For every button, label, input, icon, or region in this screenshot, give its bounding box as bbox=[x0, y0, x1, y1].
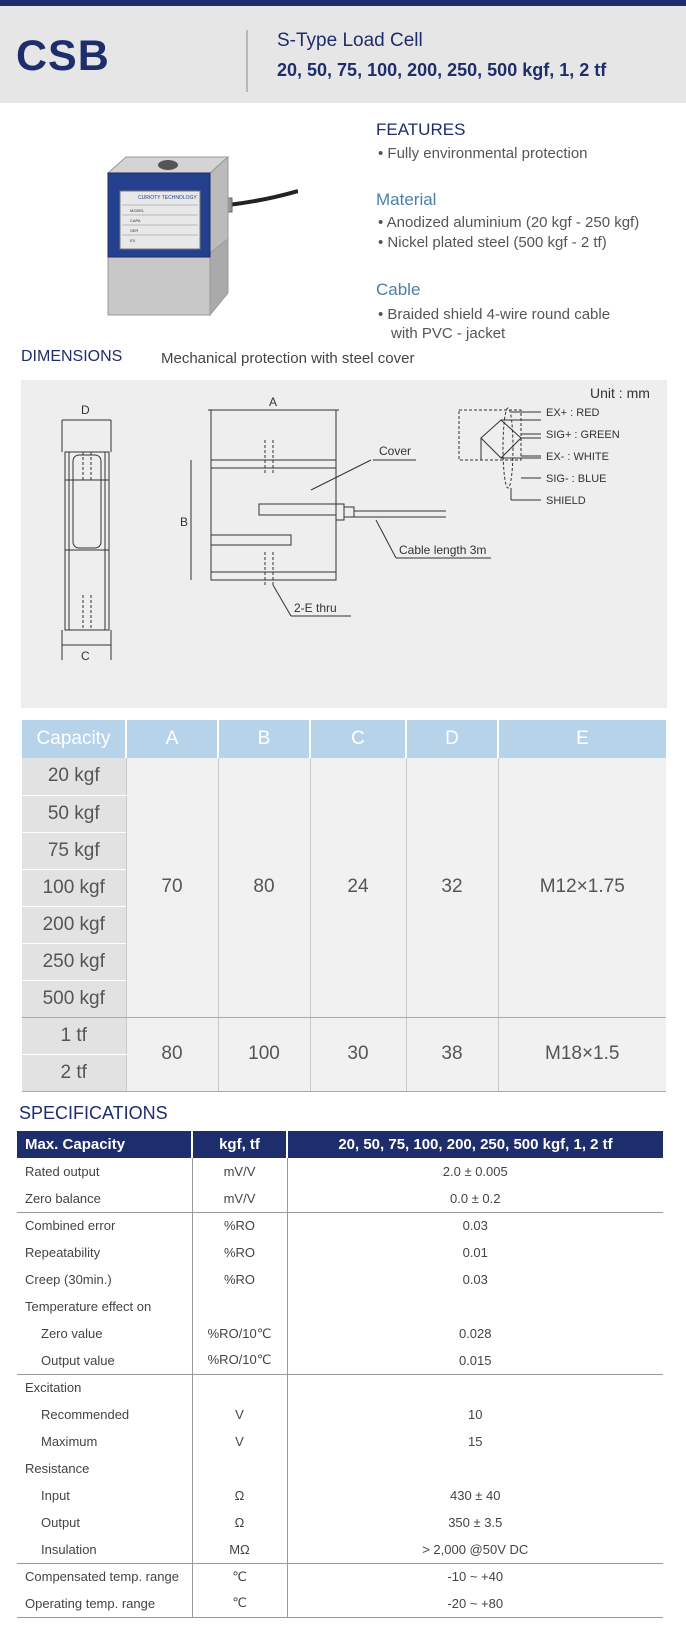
cable-title: Cable bbox=[376, 280, 421, 299]
product-type: S-Type Load Cell bbox=[277, 30, 423, 51]
cable-length-label: Cable length 3m bbox=[399, 543, 487, 557]
wire-sig-plus: SIG+ : GREEN bbox=[546, 429, 620, 441]
model-name: CSB bbox=[16, 32, 110, 80]
front-view bbox=[191, 410, 446, 585]
dim-label-d: D bbox=[81, 403, 90, 417]
value-a: 70 bbox=[126, 758, 218, 1017]
spec-row: Recommended V 10 bbox=[17, 1401, 663, 1428]
header-divider bbox=[246, 30, 248, 92]
table-header-row bbox=[22, 720, 666, 758]
spec-row: Maximum V 15 bbox=[17, 1428, 663, 1455]
spec-row: Combined error %RO 0.03 bbox=[17, 1212, 663, 1239]
spec-header-row bbox=[17, 1131, 663, 1158]
cable-item: • Braided shield 4-wire round cable bbox=[378, 306, 611, 323]
spec-row: Excitation bbox=[17, 1374, 663, 1401]
label-brand: CURIOTY TECHNOLOGY bbox=[138, 195, 197, 201]
capacity-cell: 2 tf bbox=[22, 1054, 126, 1091]
svg-text:EX: EX bbox=[130, 238, 136, 243]
value-c: 24 bbox=[310, 758, 406, 1017]
capacity-cell: 1 tf bbox=[22, 1017, 126, 1054]
capacity-cell: 200 kgf bbox=[22, 906, 126, 943]
spec-row: Zero value %RO/10℃ 0.028 bbox=[17, 1320, 663, 1347]
value-e: M12×1.75 bbox=[498, 758, 666, 1017]
dimension-table bbox=[22, 720, 666, 1092]
capacity-cell: 250 kgf bbox=[22, 943, 126, 980]
spec-row: Zero balance mV/V 0.0 ± 0.2 bbox=[17, 1185, 663, 1212]
spec-row: Output Ω 350 ± 3.5 bbox=[17, 1509, 663, 1536]
spec-col-header: Max. Capacity bbox=[17, 1131, 192, 1158]
side-view bbox=[62, 420, 111, 660]
value-c: 30 bbox=[310, 1017, 406, 1091]
features-list: • Fully environmental protection bbox=[378, 145, 588, 162]
svg-text:CAPA: CAPA bbox=[130, 218, 141, 223]
dim-label-a: A bbox=[269, 395, 278, 409]
value-b: 100 bbox=[218, 1017, 310, 1091]
wire-ex-plus: EX+ : RED bbox=[546, 407, 600, 419]
cover-label: Cover bbox=[379, 444, 412, 458]
capacity-cell: 75 kgf bbox=[22, 832, 126, 869]
col-header: D bbox=[406, 720, 498, 758]
col-header: A bbox=[126, 720, 218, 758]
svg-text:SER: SER bbox=[130, 228, 139, 233]
col-header: C bbox=[310, 720, 406, 758]
dim-label-b: B bbox=[180, 515, 189, 529]
col-header: Capacity bbox=[22, 720, 126, 758]
spec-row: Temperature effect on bbox=[17, 1293, 663, 1320]
thru-label: 2-E thru bbox=[294, 601, 337, 615]
capacity-range: 20, 50, 75, 100, 200, 250, 500 kgf, 1, 2 tf bbox=[277, 60, 607, 80]
spec-row: Creep (30min.) %RO 0.03 bbox=[17, 1266, 663, 1293]
capacity-cell: 500 kgf bbox=[22, 980, 126, 1017]
spec-row: Resistance bbox=[17, 1455, 663, 1482]
capacity-cell: 20 kgf bbox=[22, 758, 126, 795]
spec-col-header: 20, 50, 75, 100, 200, 250, 500 kgf, 1, 2 tf bbox=[287, 1131, 663, 1158]
wire-ex-minus: EX- : WHITE bbox=[546, 451, 609, 463]
dimensions-title: DIMENSIONS bbox=[21, 348, 123, 365]
wiring-diagram bbox=[459, 408, 541, 500]
material-title: Material bbox=[376, 190, 437, 209]
spec-row: Input Ω 430 ± 40 bbox=[17, 1482, 663, 1509]
header-band bbox=[0, 6, 686, 103]
specifications-table bbox=[17, 1131, 663, 1618]
unit-label: Unit : mm bbox=[590, 385, 650, 401]
value-d: 32 bbox=[406, 758, 498, 1017]
specifications-title: SPECIFICATIONS bbox=[19, 1103, 168, 1123]
spec-row: Output value %RO/10℃ 0.015 bbox=[17, 1347, 663, 1374]
dimensions-subtitle: Mechanical protection with steel cover bbox=[161, 350, 415, 367]
dim-label-c: C bbox=[81, 649, 90, 663]
table-row bbox=[22, 758, 666, 795]
capacity-cell: 50 kgf bbox=[22, 795, 126, 832]
dimension-drawing bbox=[21, 380, 667, 708]
wire-sig-minus: SIG- : BLUE bbox=[546, 473, 607, 485]
value-b: 80 bbox=[218, 758, 310, 1017]
spec-row: Insulation MΩ > 2,000 @50V DC bbox=[17, 1536, 663, 1563]
spec-col-header: kgf, tf bbox=[192, 1131, 287, 1158]
table-row bbox=[22, 1017, 666, 1054]
value-d: 38 bbox=[406, 1017, 498, 1091]
capacity-cell: 100 kgf bbox=[22, 869, 126, 906]
material-item: • Anodized aluminium (20 kgf - 250 kgf) bbox=[378, 214, 640, 231]
cable-item: with PVC - jacket bbox=[391, 325, 506, 342]
features-title: FEATURES bbox=[376, 120, 466, 139]
spec-row: Compensated temp. range ℃ -10 ~ +40 bbox=[17, 1563, 663, 1590]
col-header: E bbox=[498, 720, 666, 758]
value-a: 80 bbox=[126, 1017, 218, 1091]
spec-row: Repeatability %RO 0.01 bbox=[17, 1239, 663, 1266]
value-e: M18×1.5 bbox=[498, 1017, 666, 1091]
material-item: • Nickel plated steel (500 kgf - 2 tf) bbox=[378, 234, 607, 251]
svg-text:MODEL: MODEL bbox=[130, 208, 145, 213]
spec-row: Rated output mV/V 2.0 ± 0.005 bbox=[17, 1158, 663, 1185]
dimension-drawing-panel bbox=[21, 380, 667, 708]
product-photo bbox=[88, 143, 298, 325]
wire-shield: SHIELD bbox=[546, 495, 586, 507]
spec-row: Operating temp. range ℃ -20 ~ +80 bbox=[17, 1590, 663, 1617]
col-header: B bbox=[218, 720, 310, 758]
